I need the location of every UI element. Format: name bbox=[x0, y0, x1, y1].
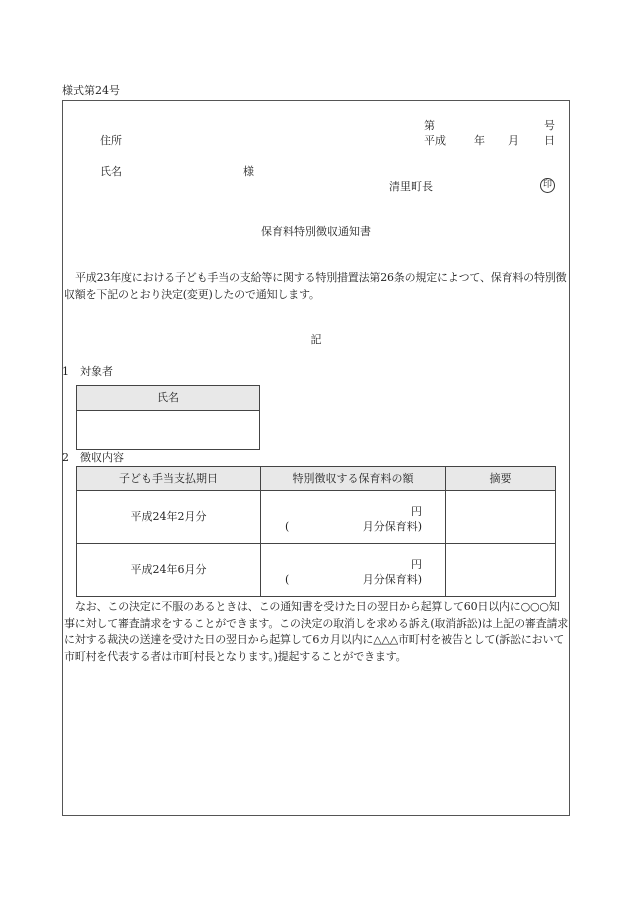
appeal-notice: なお、この決定に不服のあるときは、この通知書を受けた日の翌日から起算して60日以内に○○○知事に対して審査請求をすることができます。この決定の取消しを求める訴え(取消訴訟)は上記の審査請求に対する裁決の送達を受けた日の翌日から起算して6カ月以内に△△△市町村を被告として(訴訟において市町村を代表する者は市町村長となります。)提起することができます。 bbox=[64, 600, 569, 663]
day-label: 日 bbox=[544, 134, 555, 147]
payment-date-cell: 平成24年2月分 bbox=[77, 491, 261, 544]
paren-open: ( bbox=[285, 573, 290, 586]
target-table bbox=[76, 385, 260, 450]
recipient-name-label: 氏名 bbox=[100, 165, 122, 178]
document-frame bbox=[62, 100, 570, 816]
column-header-payment-date: 子ども手当支払期日 bbox=[77, 467, 261, 491]
ki-label: 記 bbox=[310, 333, 322, 346]
era-label: 平成 bbox=[424, 134, 446, 147]
number-suffix: 号 bbox=[544, 119, 555, 132]
amount-cell bbox=[261, 544, 446, 597]
issuer: 清里町長 bbox=[389, 180, 433, 193]
column-header-amount: 特別徴収する保育料の額 bbox=[261, 467, 446, 491]
remarks-cell bbox=[446, 544, 556, 597]
paren-open: ( bbox=[285, 520, 290, 533]
year-label: 年 bbox=[474, 134, 485, 147]
month-label: 月 bbox=[508, 134, 519, 147]
target-name-header: 氏名 bbox=[77, 386, 260, 411]
table-row bbox=[77, 544, 556, 597]
address-label: 住所 bbox=[100, 134, 122, 147]
period-label: 月分保育料) bbox=[362, 520, 422, 533]
honorific: 様 bbox=[243, 165, 254, 178]
target-name-cell bbox=[77, 411, 260, 450]
number-prefix: 第 bbox=[424, 119, 435, 132]
yen-unit: 円 bbox=[411, 505, 422, 518]
section1-heading: 1 対象者 bbox=[62, 365, 113, 378]
intro-paragraph: 平成23年度における子ども手当の支給等に関する特別措置法第26条の規定によつて、保育料の特別徴収額を下記のとおり決定(変更)したので通知します。 bbox=[64, 271, 567, 301]
form-number: 様式第24号 bbox=[62, 84, 120, 97]
document-title: 保育料特別徴収通知書 bbox=[261, 225, 371, 238]
section2-heading: 2 徴収内容 bbox=[62, 451, 124, 464]
collection-table bbox=[76, 466, 556, 597]
yen-unit: 円 bbox=[411, 558, 422, 571]
payment-date-cell: 平成24年6月分 bbox=[77, 544, 261, 597]
remarks-cell bbox=[446, 491, 556, 544]
amount-cell bbox=[261, 491, 446, 544]
period-label: 月分保育料) bbox=[362, 573, 422, 586]
column-header-remarks: 摘要 bbox=[446, 467, 556, 491]
table-row bbox=[77, 491, 556, 544]
seal-mark: 印 bbox=[540, 178, 555, 193]
